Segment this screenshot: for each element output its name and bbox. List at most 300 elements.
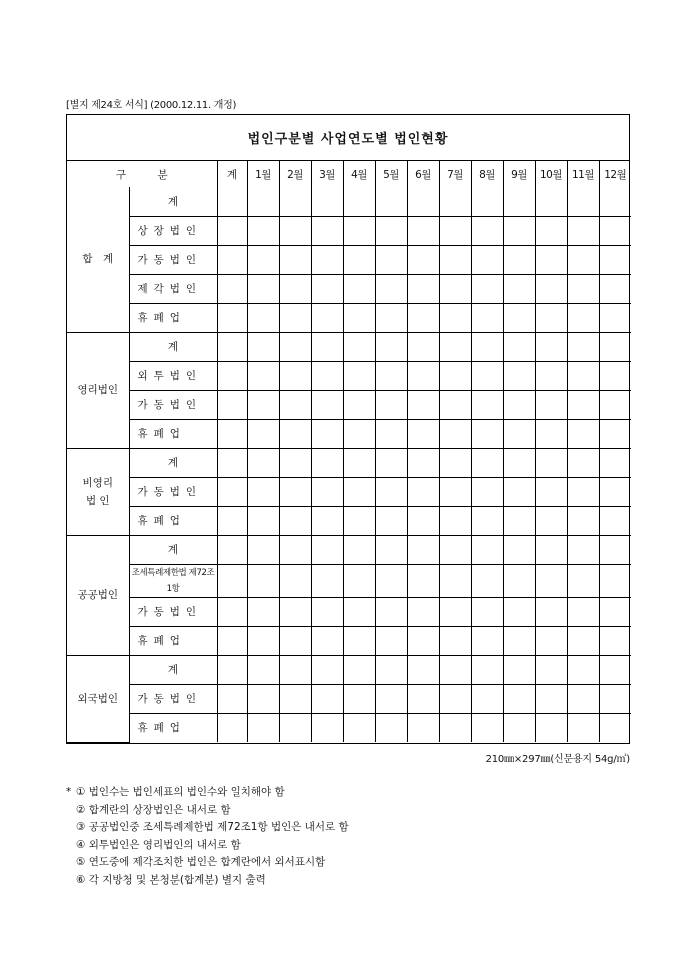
data-cell[interactable] — [343, 274, 375, 303]
data-cell[interactable] — [471, 419, 503, 448]
data-cell[interactable] — [375, 448, 407, 477]
data-cell[interactable] — [217, 506, 247, 535]
data-cell[interactable] — [535, 390, 567, 419]
data-cell[interactable] — [599, 684, 631, 713]
data-cell[interactable] — [503, 390, 535, 419]
data-cell[interactable] — [599, 216, 631, 245]
row-label: 외투법인 — [129, 361, 217, 390]
statistics-form — [66, 114, 630, 744]
data-cell[interactable] — [343, 564, 375, 597]
header-month: 1월 — [247, 161, 279, 187]
data-cell[interactable] — [407, 448, 439, 477]
note-text: ④ 외투법인은 영리법인의 내서로 함 — [76, 838, 241, 851]
data-cell[interactable] — [247, 477, 279, 506]
data-cell[interactable] — [311, 684, 343, 713]
data-cell[interactable] — [439, 419, 471, 448]
data-cell[interactable] — [247, 535, 279, 564]
data-cell[interactable] — [247, 274, 279, 303]
data-cell[interactable] — [311, 361, 343, 390]
note-text: ② 합계란의 상장법인은 내서로 함 — [76, 803, 231, 816]
data-cell[interactable] — [247, 506, 279, 535]
table-row — [67, 506, 631, 535]
header-month: 9월 — [503, 161, 535, 187]
data-cell[interactable] — [439, 713, 471, 742]
data-cell[interactable] — [503, 684, 535, 713]
data-cell[interactable] — [279, 713, 311, 742]
data-cell[interactable] — [375, 597, 407, 626]
row-label: 계 — [129, 535, 217, 564]
data-cell[interactable] — [567, 535, 599, 564]
row-label: 조세특례제한법 제72조1항 — [129, 564, 217, 597]
data-cell[interactable] — [567, 361, 599, 390]
data-cell[interactable] — [567, 506, 599, 535]
data-cell[interactable] — [599, 361, 631, 390]
data-cell[interactable] — [535, 303, 567, 332]
data-cell[interactable] — [471, 216, 503, 245]
data-cell[interactable] — [471, 274, 503, 303]
data-cell[interactable] — [343, 535, 375, 564]
data-cell[interactable] — [535, 477, 567, 506]
data-cell[interactable] — [535, 626, 567, 655]
data-cell[interactable] — [247, 564, 279, 597]
data-cell[interactable] — [375, 274, 407, 303]
data-cell[interactable] — [217, 390, 247, 419]
data-cell[interactable] — [599, 448, 631, 477]
data-cell[interactable] — [407, 713, 439, 742]
data-cell[interactable] — [599, 303, 631, 332]
data-cell[interactable] — [407, 332, 439, 361]
table-row — [67, 655, 631, 684]
data-cell[interactable] — [439, 655, 471, 684]
data-cell[interactable] — [343, 361, 375, 390]
data-cell[interactable] — [247, 684, 279, 713]
data-cell[interactable] — [599, 419, 631, 448]
data-cell[interactable] — [503, 655, 535, 684]
table-row — [67, 477, 631, 506]
data-cell[interactable] — [471, 535, 503, 564]
data-cell[interactable] — [247, 448, 279, 477]
data-cell[interactable] — [311, 274, 343, 303]
data-cell[interactable] — [599, 390, 631, 419]
group-label: 외국법인 — [67, 655, 129, 742]
data-cell[interactable] — [217, 216, 247, 245]
table-row — [67, 216, 631, 245]
data-cell[interactable] — [311, 535, 343, 564]
table-row — [67, 390, 631, 419]
data-cell[interactable] — [311, 245, 343, 274]
data-cell[interactable] — [599, 535, 631, 564]
data-cell[interactable] — [279, 274, 311, 303]
data-cell[interactable] — [567, 597, 599, 626]
data-cell[interactable] — [311, 303, 343, 332]
data-cell[interactable] — [599, 713, 631, 742]
note-line — [66, 872, 349, 890]
data-cell[interactable] — [599, 655, 631, 684]
data-cell[interactable] — [247, 361, 279, 390]
data-cell[interactable] — [535, 713, 567, 742]
notes-section — [66, 784, 349, 889]
data-cell[interactable] — [217, 713, 247, 742]
header-month: 7월 — [439, 161, 471, 187]
row-label: 휴폐업 — [129, 713, 217, 742]
data-cell[interactable] — [279, 564, 311, 597]
data-cell[interactable] — [599, 564, 631, 597]
data-cell[interactable] — [407, 216, 439, 245]
data-cell[interactable] — [343, 655, 375, 684]
data-cell[interactable] — [247, 332, 279, 361]
data-cell[interactable] — [407, 187, 439, 216]
data-cell[interactable] — [343, 390, 375, 419]
data-cell[interactable] — [217, 564, 247, 597]
data-cell[interactable] — [343, 216, 375, 245]
data-cell[interactable] — [407, 274, 439, 303]
data-cell[interactable] — [471, 597, 503, 626]
data-cell[interactable] — [567, 216, 599, 245]
data-cell[interactable] — [311, 419, 343, 448]
data-cell[interactable] — [503, 506, 535, 535]
data-cell[interactable] — [439, 506, 471, 535]
data-cell[interactable] — [279, 332, 311, 361]
data-cell[interactable] — [439, 626, 471, 655]
data-cell[interactable] — [279, 477, 311, 506]
data-cell[interactable] — [217, 684, 247, 713]
data-cell[interactable] — [311, 597, 343, 626]
data-cell[interactable] — [471, 448, 503, 477]
header-month: 8월 — [471, 161, 503, 187]
table-row — [67, 245, 631, 274]
data-cell[interactable] — [311, 390, 343, 419]
data-cell[interactable] — [407, 390, 439, 419]
data-cell[interactable] — [503, 245, 535, 274]
corporation-status-table — [67, 161, 631, 743]
data-cell[interactable] — [311, 626, 343, 655]
data-cell[interactable] — [599, 597, 631, 626]
row-label: 가동법인 — [129, 597, 217, 626]
data-cell[interactable] — [247, 597, 279, 626]
data-cell[interactable] — [375, 303, 407, 332]
table-body — [67, 187, 631, 742]
data-cell[interactable] — [535, 597, 567, 626]
data-cell[interactable] — [503, 564, 535, 597]
data-cell[interactable] — [247, 187, 279, 216]
data-cell[interactable] — [471, 626, 503, 655]
data-cell[interactable] — [535, 564, 567, 597]
data-cell[interactable] — [535, 245, 567, 274]
data-cell[interactable] — [567, 245, 599, 274]
data-cell[interactable] — [311, 655, 343, 684]
header-month: 5월 — [375, 161, 407, 187]
data-cell[interactable] — [567, 187, 599, 216]
data-cell[interactable] — [471, 477, 503, 506]
data-cell[interactable] — [439, 564, 471, 597]
data-cell[interactable] — [217, 448, 247, 477]
row-label: 가동법인 — [129, 684, 217, 713]
paper-size-note: 210㎜×297㎜(신문용지 54g/㎡) — [485, 754, 630, 765]
data-cell[interactable] — [535, 332, 567, 361]
data-cell[interactable] — [407, 597, 439, 626]
data-cell[interactable] — [279, 187, 311, 216]
data-cell[interactable] — [279, 506, 311, 535]
data-cell[interactable] — [343, 187, 375, 216]
data-cell[interactable] — [217, 245, 247, 274]
data-cell[interactable] — [567, 274, 599, 303]
note-line — [66, 802, 349, 820]
data-cell[interactable] — [279, 419, 311, 448]
data-cell[interactable] — [247, 303, 279, 332]
row-label: 가동법인 — [129, 390, 217, 419]
data-cell[interactable] — [217, 332, 247, 361]
data-cell[interactable] — [247, 713, 279, 742]
table-row — [67, 332, 631, 361]
data-cell[interactable] — [279, 303, 311, 332]
data-cell[interactable] — [567, 390, 599, 419]
data-cell[interactable] — [503, 303, 535, 332]
data-cell[interactable] — [407, 626, 439, 655]
data-cell[interactable] — [279, 390, 311, 419]
data-cell[interactable] — [535, 361, 567, 390]
data-cell[interactable] — [535, 274, 567, 303]
data-cell[interactable] — [471, 390, 503, 419]
data-cell[interactable] — [343, 448, 375, 477]
data-cell[interactable] — [567, 448, 599, 477]
data-cell[interactable] — [599, 626, 631, 655]
data-cell[interactable] — [599, 187, 631, 216]
data-cell[interactable] — [375, 390, 407, 419]
data-cell[interactable] — [311, 216, 343, 245]
data-cell[interactable] — [217, 535, 247, 564]
data-cell[interactable] — [217, 626, 247, 655]
note-line — [66, 854, 349, 872]
data-cell[interactable] — [279, 655, 311, 684]
data-cell[interactable] — [535, 448, 567, 477]
data-cell[interactable] — [375, 187, 407, 216]
table-row — [67, 684, 631, 713]
data-cell[interactable] — [407, 506, 439, 535]
data-cell[interactable] — [247, 655, 279, 684]
data-cell[interactable] — [439, 216, 471, 245]
data-cell[interactable] — [439, 361, 471, 390]
note-line — [66, 784, 349, 802]
table-row — [67, 187, 631, 216]
data-cell[interactable] — [439, 390, 471, 419]
data-cell[interactable] — [247, 419, 279, 448]
row-label: 상장법인 — [129, 216, 217, 245]
data-cell[interactable] — [503, 713, 535, 742]
data-cell[interactable] — [247, 390, 279, 419]
data-cell[interactable] — [599, 274, 631, 303]
data-cell[interactable] — [343, 332, 375, 361]
data-cell[interactable] — [217, 274, 247, 303]
data-cell[interactable] — [599, 477, 631, 506]
data-cell[interactable] — [567, 564, 599, 597]
data-cell[interactable] — [535, 216, 567, 245]
data-cell[interactable] — [407, 564, 439, 597]
group-label: 비영리 법 인 — [67, 448, 129, 535]
data-cell[interactable] — [343, 245, 375, 274]
row-label: 가동법인 — [129, 245, 217, 274]
data-cell[interactable] — [279, 626, 311, 655]
data-cell[interactable] — [439, 274, 471, 303]
data-cell[interactable] — [439, 303, 471, 332]
data-cell[interactable] — [311, 713, 343, 742]
data-cell[interactable] — [471, 655, 503, 684]
data-cell[interactable] — [535, 506, 567, 535]
table-row — [67, 419, 631, 448]
data-cell[interactable] — [503, 597, 535, 626]
data-cell[interactable] — [375, 535, 407, 564]
row-label: 가동법인 — [129, 477, 217, 506]
data-cell[interactable] — [567, 477, 599, 506]
data-cell[interactable] — [599, 245, 631, 274]
data-cell[interactable] — [439, 684, 471, 713]
data-cell[interactable] — [217, 361, 247, 390]
table-row — [67, 564, 631, 597]
data-cell[interactable] — [311, 477, 343, 506]
data-cell[interactable] — [217, 655, 247, 684]
data-cell[interactable] — [503, 332, 535, 361]
data-cell[interactable] — [407, 303, 439, 332]
data-cell[interactable] — [343, 506, 375, 535]
table-row — [67, 274, 631, 303]
data-cell[interactable] — [439, 477, 471, 506]
header-division: 구 분 — [67, 161, 217, 187]
data-cell[interactable] — [503, 448, 535, 477]
data-cell[interactable] — [599, 332, 631, 361]
group-label: 공공법인 — [67, 535, 129, 655]
data-cell[interactable] — [217, 419, 247, 448]
data-cell[interactable] — [311, 332, 343, 361]
row-label: 휴폐업 — [129, 419, 217, 448]
data-cell[interactable] — [311, 448, 343, 477]
data-cell[interactable] — [503, 419, 535, 448]
data-cell[interactable] — [439, 187, 471, 216]
data-cell[interactable] — [311, 506, 343, 535]
form-reference: [별지 제24호 서식] (2000.12.11. 개정) — [66, 100, 237, 111]
data-cell[interactable] — [471, 713, 503, 742]
data-cell[interactable] — [503, 626, 535, 655]
data-cell[interactable] — [343, 684, 375, 713]
data-cell[interactable] — [567, 655, 599, 684]
data-cell[interactable] — [535, 655, 567, 684]
data-cell[interactable] — [567, 332, 599, 361]
data-cell[interactable] — [375, 419, 407, 448]
row-label: 휴폐업 — [129, 506, 217, 535]
data-cell[interactable] — [375, 713, 407, 742]
data-cell[interactable] — [279, 597, 311, 626]
data-cell[interactable] — [375, 245, 407, 274]
data-cell[interactable] — [407, 361, 439, 390]
data-cell[interactable] — [407, 477, 439, 506]
data-cell[interactable] — [343, 597, 375, 626]
data-cell[interactable] — [375, 626, 407, 655]
data-cell[interactable] — [471, 245, 503, 274]
data-cell[interactable] — [503, 274, 535, 303]
group-label: 합 계 — [67, 187, 129, 332]
data-cell[interactable] — [375, 564, 407, 597]
table-row — [67, 626, 631, 655]
data-cell[interactable] — [343, 419, 375, 448]
data-cell[interactable] — [567, 684, 599, 713]
data-cell[interactable] — [247, 626, 279, 655]
data-cell[interactable] — [599, 506, 631, 535]
data-cell[interactable] — [279, 684, 311, 713]
data-cell[interactable] — [375, 684, 407, 713]
data-cell[interactable] — [375, 332, 407, 361]
data-cell[interactable] — [503, 216, 535, 245]
data-cell[interactable] — [407, 419, 439, 448]
data-cell[interactable] — [217, 477, 247, 506]
data-cell[interactable] — [407, 655, 439, 684]
data-cell[interactable] — [247, 216, 279, 245]
data-cell[interactable] — [311, 187, 343, 216]
data-cell[interactable] — [503, 361, 535, 390]
data-cell[interactable] — [439, 597, 471, 626]
data-cell[interactable] — [535, 419, 567, 448]
data-cell[interactable] — [375, 477, 407, 506]
data-cell[interactable] — [471, 564, 503, 597]
data-cell[interactable] — [439, 448, 471, 477]
data-cell[interactable] — [471, 187, 503, 216]
header-month: 3월 — [311, 161, 343, 187]
data-cell[interactable] — [407, 535, 439, 564]
data-cell[interactable] — [503, 187, 535, 216]
data-cell[interactable] — [471, 332, 503, 361]
data-cell[interactable] — [343, 477, 375, 506]
data-cell[interactable] — [375, 655, 407, 684]
data-cell[interactable] — [471, 303, 503, 332]
table-row — [67, 303, 631, 332]
data-cell[interactable] — [279, 245, 311, 274]
data-cell[interactable] — [471, 684, 503, 713]
data-cell[interactable] — [439, 332, 471, 361]
data-cell[interactable] — [535, 535, 567, 564]
data-cell[interactable] — [375, 506, 407, 535]
row-label: 계 — [129, 655, 217, 684]
data-cell[interactable] — [279, 361, 311, 390]
data-cell[interactable] — [503, 535, 535, 564]
data-cell[interactable] — [471, 361, 503, 390]
data-cell[interactable] — [375, 216, 407, 245]
data-cell[interactable] — [535, 684, 567, 713]
data-cell[interactable] — [279, 216, 311, 245]
data-cell[interactable] — [439, 245, 471, 274]
data-cell[interactable] — [217, 187, 247, 216]
data-cell[interactable] — [535, 187, 567, 216]
data-cell[interactable] — [503, 477, 535, 506]
data-cell[interactable] — [407, 684, 439, 713]
data-cell[interactable] — [343, 713, 375, 742]
note-text: ① 법인수는 법인세표의 법인수와 일치해야 함 — [76, 786, 285, 798]
note-line — [66, 819, 349, 837]
data-cell[interactable] — [343, 626, 375, 655]
data-cell[interactable] — [567, 303, 599, 332]
data-cell[interactable] — [471, 506, 503, 535]
data-cell[interactable] — [279, 448, 311, 477]
data-cell[interactable] — [247, 245, 279, 274]
data-cell[interactable] — [217, 303, 247, 332]
data-cell[interactable] — [343, 303, 375, 332]
data-cell[interactable] — [439, 535, 471, 564]
data-cell[interactable] — [567, 626, 599, 655]
data-cell[interactable] — [279, 535, 311, 564]
data-cell[interactable] — [217, 597, 247, 626]
data-cell[interactable] — [311, 564, 343, 597]
data-cell[interactable] — [567, 419, 599, 448]
data-cell[interactable] — [567, 713, 599, 742]
table-row — [67, 448, 631, 477]
data-cell[interactable] — [375, 361, 407, 390]
data-cell[interactable] — [407, 245, 439, 274]
